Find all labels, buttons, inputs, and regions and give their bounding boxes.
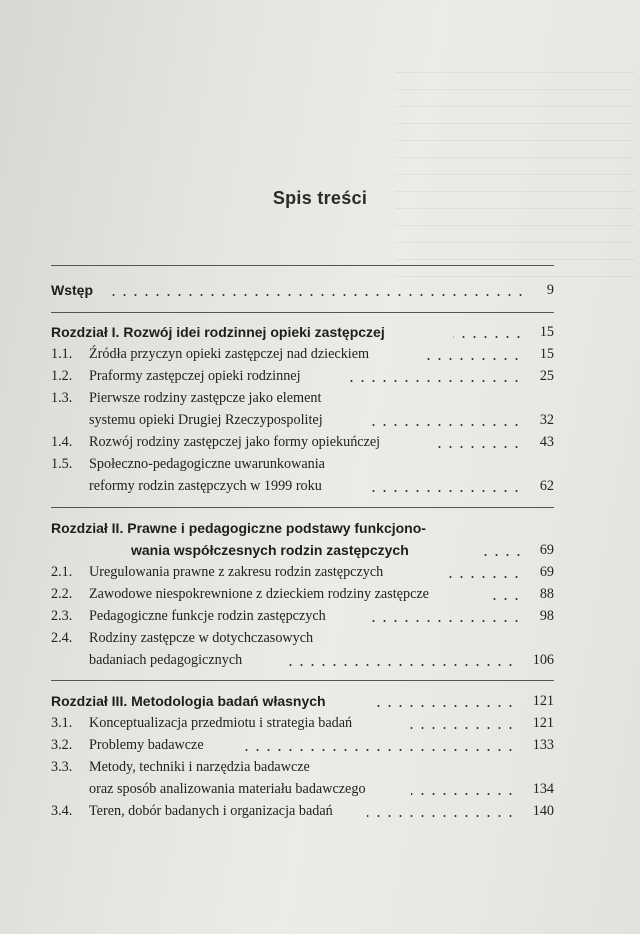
toc-page-number: 9 [546, 282, 554, 298]
toc-entry-number: 1.4. [51, 434, 73, 450]
toc-page-number: 32 [539, 412, 554, 428]
dot-leader [369, 490, 522, 492]
toc-entry-continuation [51, 475, 554, 497]
dot-leader [237, 749, 516, 751]
toc-entry-title: Konceptualizacja przedmiotu i strategia badań [89, 715, 353, 731]
toc-page-number: 121 [532, 693, 554, 709]
dot-leader [343, 380, 522, 382]
toc-entry-number: 3.3. [51, 759, 73, 775]
toc-entry-continuation [51, 539, 554, 561]
toc-entry [51, 365, 554, 387]
toc-entry-number: 1.3. [51, 390, 73, 406]
toc-entry [51, 343, 554, 365]
toc-page-number: 43 [539, 434, 554, 450]
toc-entry [51, 712, 554, 734]
toc-entry-number: 2.1. [51, 564, 73, 580]
toc-page-number: 62 [539, 478, 554, 494]
dot-leader [377, 705, 516, 707]
toc-page-number: 69 [539, 564, 554, 580]
toc-entry-number: 2.4. [51, 630, 73, 646]
toc-entry-title: Rozdział III. Metodologia badań własnych [51, 693, 326, 709]
toc-page-number: 88 [539, 586, 554, 602]
toc-entry-continuation [51, 649, 554, 671]
dot-leader [423, 358, 522, 360]
toc-page-number: 106 [532, 652, 554, 668]
toc-entry-number: 2.2. [51, 586, 73, 602]
toc-page-number: 15 [539, 324, 554, 340]
section-divider [51, 312, 554, 313]
toc-entry-title: Rodziny zastępcze w dotychczasowych [89, 630, 314, 646]
section-divider [51, 680, 554, 681]
section-divider [51, 507, 554, 508]
toc-entry-title: badaniach pedagogicznych [89, 652, 243, 668]
page-title: Spis treści [272, 188, 368, 208]
toc-entry [51, 279, 554, 301]
toc-page-number: 15 [539, 346, 554, 362]
toc-entry [51, 321, 554, 343]
toc-entry [51, 583, 554, 605]
toc-entry-number: 1.5. [51, 456, 73, 472]
toc-entry-title: wania współczesnych rodzin zastępczych [131, 542, 409, 558]
toc-entry-title: Rozwój rodziny zastępczej jako formy opiekuńczej [89, 434, 381, 450]
toc-entry [51, 734, 554, 756]
dot-leader [477, 554, 524, 556]
toc-entry [51, 690, 554, 712]
section-divider [51, 265, 554, 266]
dot-leader [403, 727, 516, 729]
toc-entry [51, 756, 554, 778]
toc-entry-title: oraz sposób analizowania materiału badawczego [89, 781, 366, 797]
toc-entry-title: Rozdział I. Rozwój idei rodzinnej opieki zastępczej [51, 324, 385, 340]
toc-page-number: 25 [539, 368, 554, 384]
toc-entry-title: Problemy badawcze [89, 737, 204, 753]
dot-leader [367, 815, 516, 817]
dot-leader [441, 576, 522, 578]
toc-entry-number: 3.2. [51, 737, 73, 753]
toc-entry-title: Źródła przyczyn opieki zastępczej nad dzieckiem [89, 346, 370, 362]
toc-entry [51, 605, 554, 627]
dot-leader [411, 793, 516, 795]
dot-leader [369, 424, 522, 426]
toc-entry-title: Metody, techniki i narzędzia badawcze [89, 759, 310, 775]
toc-entry-continuation [51, 409, 554, 431]
toc-entry-title: Rozdział II. Prawne i pedagogiczne podstawy funkcjono- [51, 520, 426, 536]
dot-leader [453, 336, 524, 338]
toc-entry [51, 517, 554, 539]
toc-entry-title: reformy rodzin zastępczych w 1999 roku [89, 478, 322, 494]
toc-page-number: 98 [539, 608, 554, 624]
dot-leader [367, 620, 522, 622]
toc-entry [51, 627, 554, 649]
toc-entry-number: 3.1. [51, 715, 73, 731]
toc-entry [51, 387, 554, 409]
toc-entry-title: Praformy zastępczej opieki rodzinnej [89, 368, 301, 384]
toc-entry [51, 453, 554, 475]
bleed-through-text [395, 72, 635, 282]
dot-leader [109, 294, 526, 296]
toc-page-number: 69 [539, 542, 554, 558]
toc-page-number: 121 [532, 715, 554, 731]
dot-leader [283, 664, 516, 666]
toc-entry [51, 800, 554, 822]
toc-entry-title: Teren, dobór badanych i organizacja badań [89, 803, 333, 819]
toc-entry-number: 2.3. [51, 608, 73, 624]
toc-page-number: 140 [532, 803, 554, 819]
toc-entry-title: Wstęp [51, 282, 93, 298]
toc-entry-number: 3.4. [51, 803, 73, 819]
toc-page-number: 134 [532, 781, 554, 797]
toc-entry-number: 1.2. [51, 368, 73, 384]
dot-leader [433, 446, 522, 448]
toc-entry [51, 561, 554, 583]
toc-entry-title: Pedagogiczne funkcje rodzin zastępczych [89, 608, 326, 624]
dot-leader [487, 598, 522, 600]
toc-entry-continuation [51, 778, 554, 800]
toc-entry-title: systemu opieki Drugiej Rzeczypospolitej [89, 412, 323, 428]
toc-entry-title: Społeczno-pedagogiczne uwarunkowania [89, 456, 325, 472]
toc-entry-title: Uregulowania prawne z zakresu rodzin zastępczych [89, 564, 384, 580]
toc-entry-title: Zawodowe niespokrewnione z dzieckiem rodziny zastępcze [89, 586, 429, 602]
toc-entry-title: Pierwsze rodziny zastępcze jako element [89, 390, 322, 406]
toc-entry [51, 431, 554, 453]
toc-page-number: 133 [532, 737, 554, 753]
toc-entry-number: 1.1. [51, 346, 73, 362]
